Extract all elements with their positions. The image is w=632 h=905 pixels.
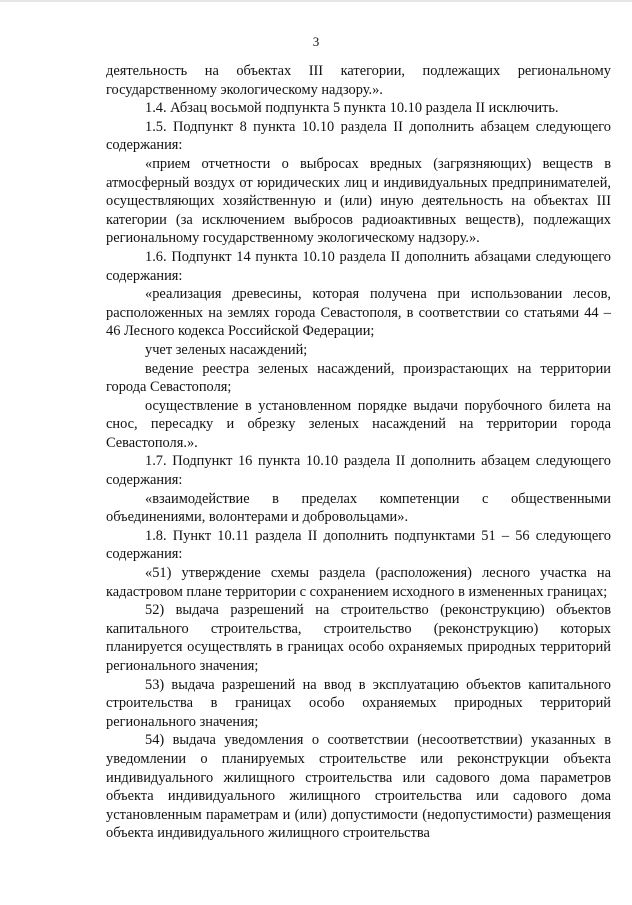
paragraph: учет зеленых насаждений; [145,341,308,358]
page-number: 3 [312,34,320,49]
paragraph: 53) выдача разрешений на ввод в эксплуатацию объектов капитального строительства в границах особо охраняемых природных территорий регионального значения; [106,676,611,730]
paragraph: 1.6. Подпункт 14 пункта 10.10 раздела II дополнить абзацами следующего содержания: [106,248,611,284]
page-top-edge [0,0,632,2]
paragraph: «51) утверждение схемы раздела (расположения) лесного участка на кадастровом плане территории с сохранением исходного в измененных границах; [106,565,611,600]
paragraph: деятельность на объектах III категории, подлежащих региональному государственному экологическому надзору.». [106,63,611,98]
paragraph: «реализация древесины, которая получена при использовании лесов, расположенных на землях города Севастополя, в соответствии со статьями 44 – 46 Лесного кодекса Российской Федерации; [106,286,611,340]
paragraph: ведение реестра зеленых насаждений, произрастающих на территории города Севастополя; [106,360,611,396]
paragraph: «взаимодействие в пределах компетенции с общественными объединениями, волонтерами и добровольцами». [106,490,611,526]
paragraph: 1.7. Подпункт 16 пункта 10.10 раздела II дополнить абзацем следующего содержания: [106,453,611,489]
paragraph: 1.8. Пункт 10.11 раздела II дополнить подпунктами 51 – 56 следующего содержания: [106,527,611,563]
paragraph: 52) выдача разрешений на строительство (реконструкцию) объектов капитального строительства, строительство (реконструкцию) которых планируется осуществлять в границах особо охраняемых природных территорий регионального значения; [106,602,611,674]
document-body [106,62,611,843]
paragraph: «прием отчетности о выбросах вредных (загрязняющих) веществ в атмосферный воздух от юридических лиц и индивидуальных предпринимателей, осуществляющих хозяйственную и (или) иную деятельность на объектах III категории (за исключением выбросов радиоактивных веществ), подлежащих региональному государственному экологическому надзору.». [106,155,611,247]
paragraph: 1.5. Подпункт 8 пункта 10.10 раздела II дополнить абзацем следующего содержания: [106,118,611,154]
paragraph: 1.4. Абзац восьмой подпункта 5 пункта 10.10 раздела II исключить. [145,100,559,117]
paragraph: осуществление в установленном порядке выдачи порубочного билета на снос, пересадку и обрезку зеленых насаждений на территории города Севастополя.». [106,397,611,451]
paragraph: 54) выдача уведомления о соответствии (несоответствии) указанных в уведомлении о планируемых строительстве или реконструкции объекта индивидуального жилищного строительства или садового дома параметров объекта индивидуального жилищного строительства или садового дома установленным параметрам и (или) допустимости (недопустимости) размещения объекта индивидуального жилищного строительства [106,732,611,842]
